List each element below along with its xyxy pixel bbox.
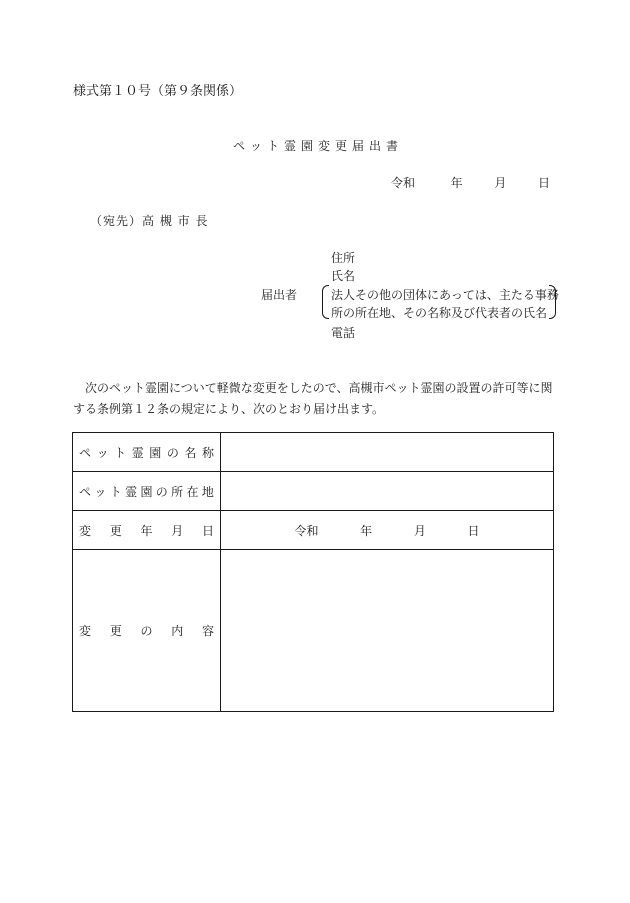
change-date-day: 日 [467,523,480,538]
change-date-month: 月 [413,523,426,538]
date-era: 令和 [390,176,415,190]
note-bracket-right [549,285,556,319]
document-title: ペット霊園変更届出書 [232,139,403,153]
change-content-label: 変 更 の 内 容 [73,550,221,712]
recipient: （宛先）高 槻 市 長 [90,214,209,228]
change-content-value[interactable] [221,550,554,712]
change-date-era: 令和 [294,523,319,538]
cemetery-name-label: ペ ッ ト 霊 園 の 名 称 [73,433,221,472]
applicant-note-line-2: 所の所在地、その名称及び代表者の氏名 [331,306,548,320]
table-row [73,511,554,550]
table-row [73,433,554,472]
date-month: 月 [494,176,507,190]
applicant-name-label: 氏名 [331,269,356,283]
statement-text: 次のペット霊園について軽微な変更をしたので、高槻市ペット霊園の設置の許可等に関する条例第１２条の規定により、次のとおり届け出ます。 [73,381,553,416]
applicant-note-line-1: 法人その他の団体にあっては、主たる事務 [331,288,559,302]
table-row [73,472,554,511]
applicant-phone-label: 電話 [331,326,356,340]
change-details-table [72,432,554,712]
change-date-year: 年 [360,523,373,538]
date-day: 日 [537,176,550,190]
form-number: 様式第１０号（第９条関係） [73,84,243,99]
cemetery-name-value[interactable] [221,433,554,472]
cemetery-location-label: ペ ッ ト 霊 園 の 所 在 地 [73,472,221,511]
cemetery-location-value[interactable] [221,472,554,511]
applicant-address-label: 住所 [331,251,356,265]
applicant-label: 届出者 [261,288,298,302]
note-bracket-left [322,285,329,319]
submission-date [391,174,550,191]
change-date-value[interactable] [221,511,554,550]
change-date-label: 変 更 年 月 日 [73,511,221,550]
table-row [73,550,554,712]
date-year: 年 [450,176,463,190]
